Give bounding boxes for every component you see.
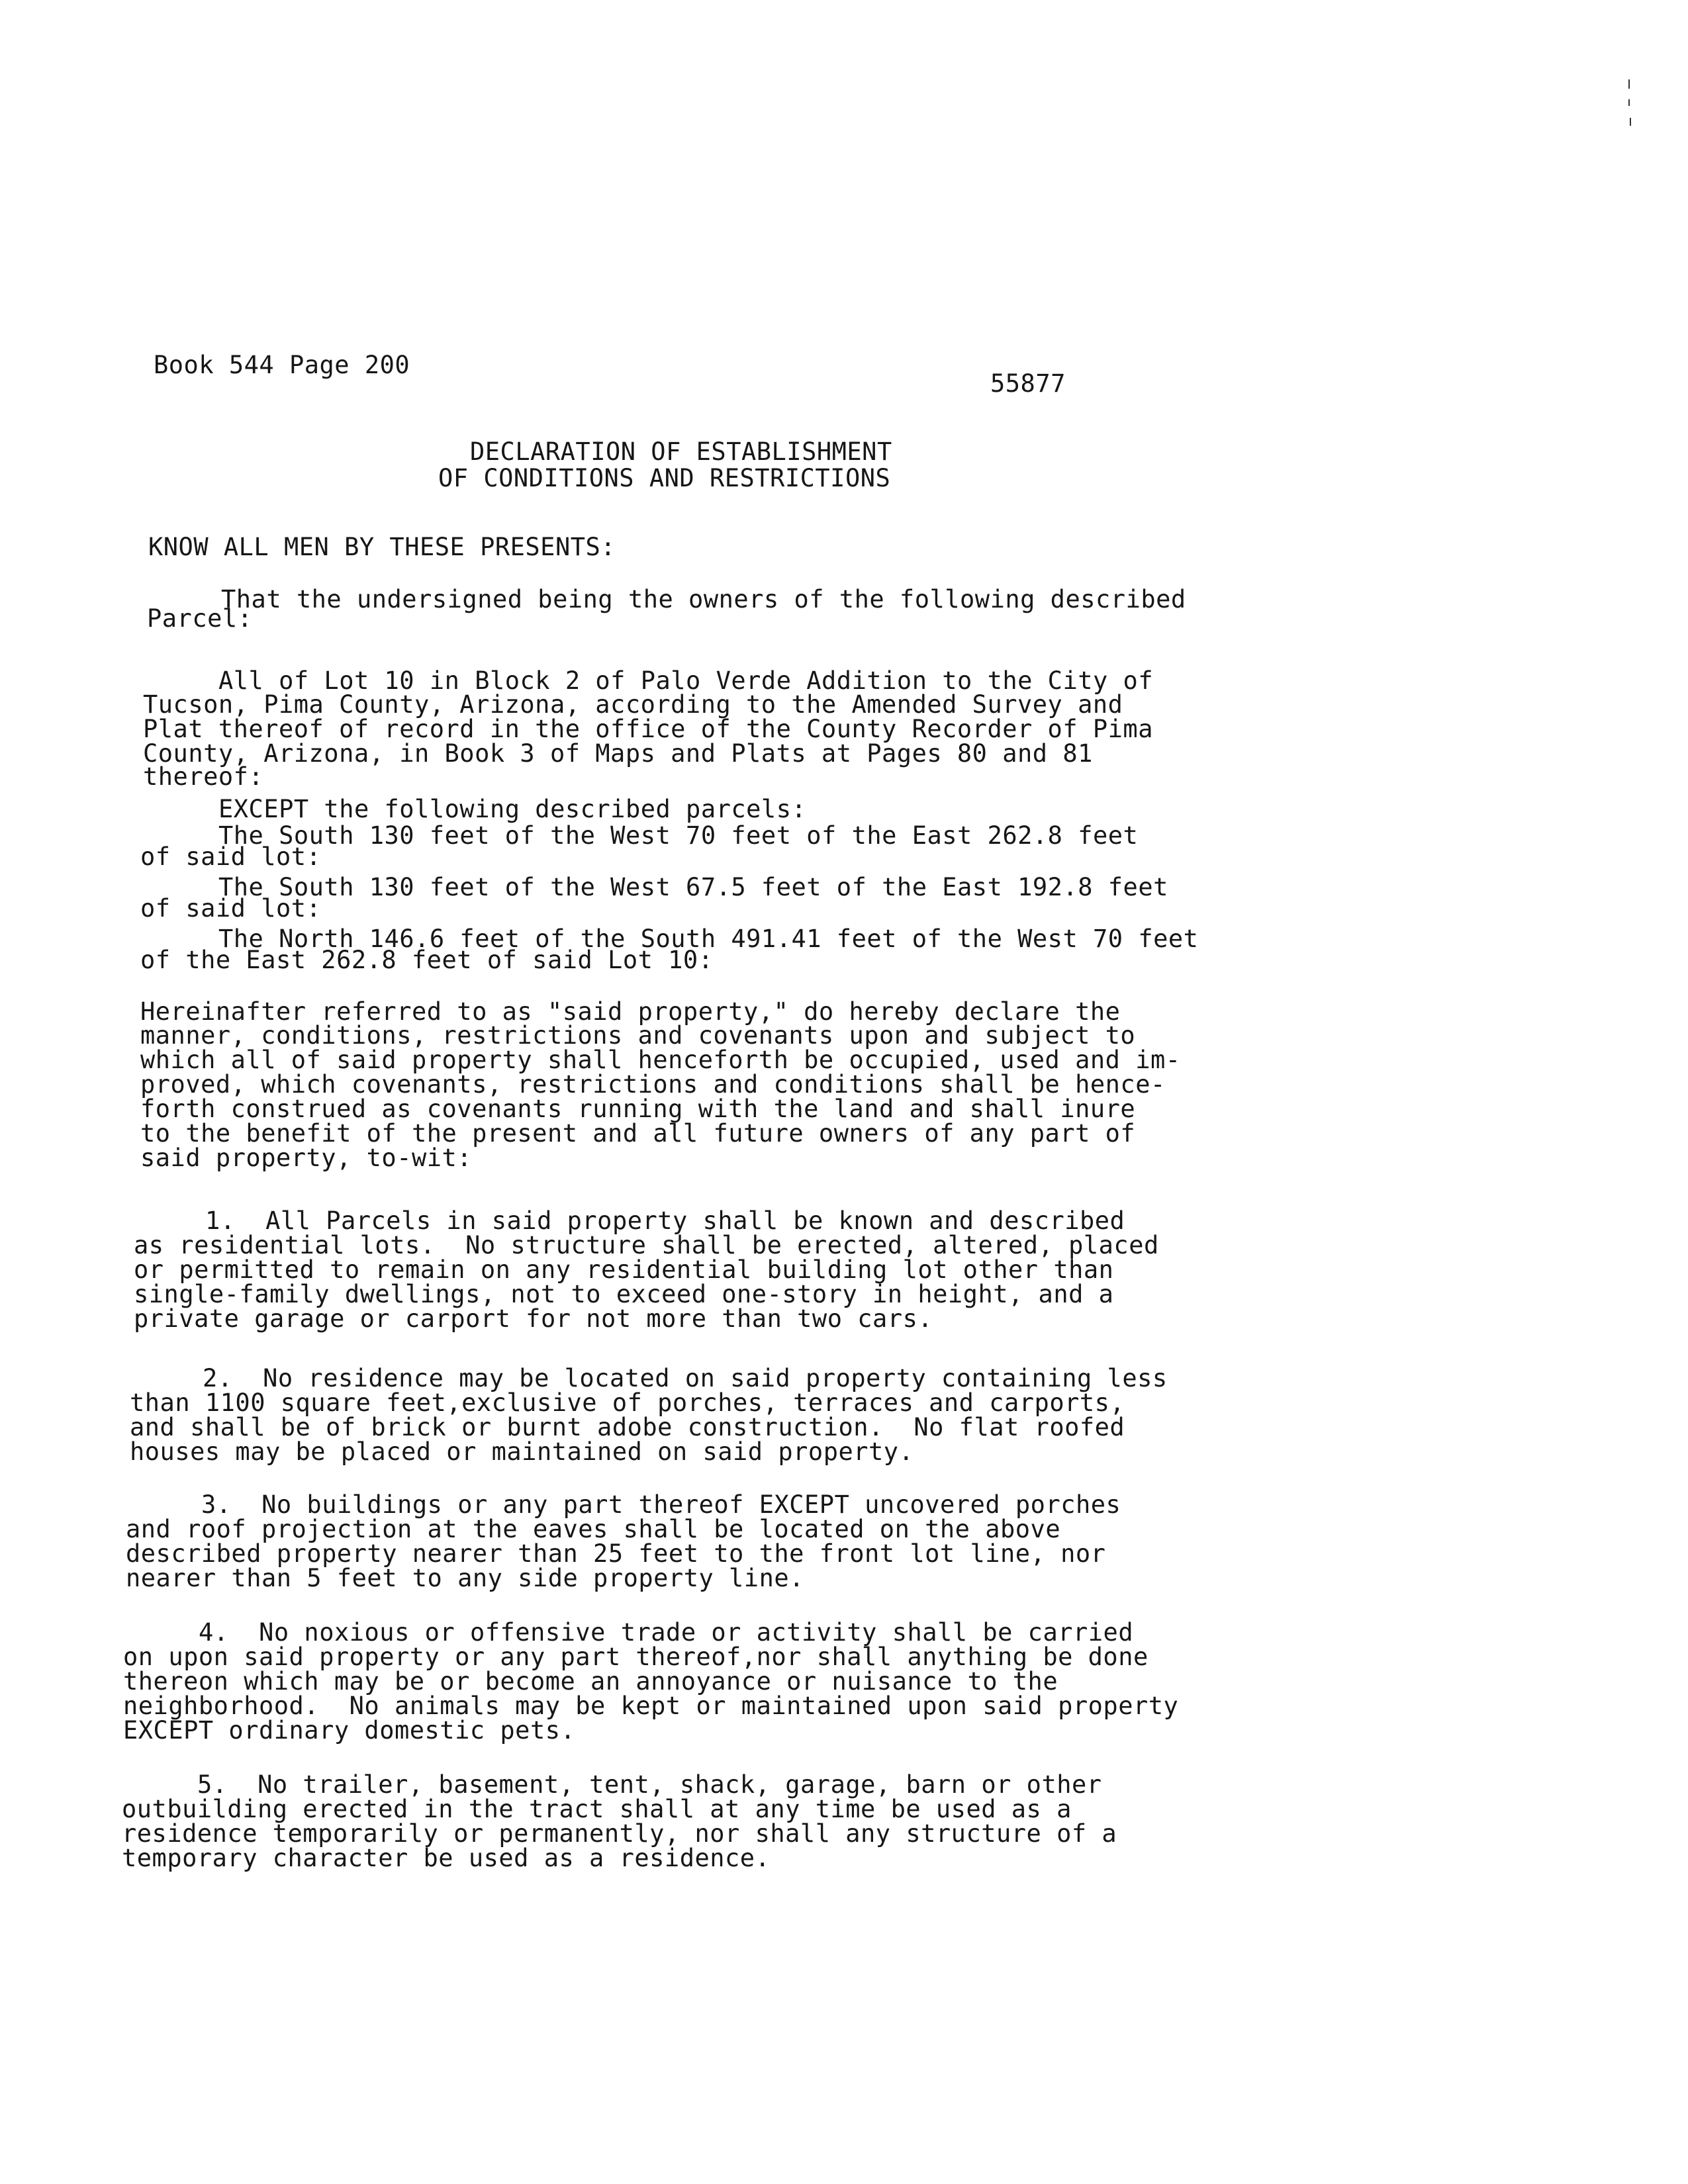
restriction-line: thereon which may be or become an annoyance or nuisance to the	[123, 1667, 1058, 1696]
restriction-line: single-family dwellings, not to exceed one-story in height, and a	[134, 1280, 1114, 1308]
document-number: 55877	[990, 369, 1066, 398]
declaration-line: which all of said property shall henceforth be occupied, used and im-	[140, 1046, 1181, 1074]
restriction-line: outbuilding erected in the tract shall at any time be used as a	[122, 1795, 1072, 1823]
declaration-line: said property, to-wit:	[140, 1144, 473, 1172]
legal-description-line: County, Arizona, in Book 3 of Maps and Plats at Pages 80 and 81	[143, 739, 1093, 768]
declaration-line: manner, conditions, restrictions and covenants upon and subject to	[140, 1021, 1136, 1050]
restriction-line: residence temporarily or permanently, nor shall any structure of a	[122, 1819, 1117, 1848]
restriction-line: private garage or carport for not more than two cars.	[134, 1304, 933, 1333]
restriction-line: temporary character be used as a residence.	[122, 1844, 771, 1872]
restriction-line: and shall be of brick or burnt adobe construction. No flat roofed	[130, 1413, 1125, 1441]
legal-description-line: EXCEPT the following described parcels:	[218, 795, 807, 823]
scan-mark	[1630, 118, 1631, 126]
restriction-line: nearer than 5 feet to any side property line.	[126, 1564, 804, 1592]
restriction-line: described property nearer than 25 feet to the front lot line, nor	[126, 1539, 1106, 1568]
legal-description-line: of said lot:	[140, 894, 322, 923]
restriction-line: 4. No noxious or offensive trade or activity shall be carried	[199, 1618, 1134, 1647]
restriction-line: 2. No residence may be located on said property containing less	[203, 1364, 1168, 1392]
restriction-line: 3. No buildings or any part thereof EXCEPT uncovered porches	[201, 1490, 1121, 1519]
restriction-line: on upon said property or any part thereof,nor shall anything be done	[123, 1643, 1149, 1671]
legal-description-line: The North 146.6 feet of the South 491.41 feet of the West 70 feet	[218, 925, 1199, 953]
legal-description-line: All of Lot 10 in Block 2 of Palo Verde Addition to the City of	[218, 666, 1154, 695]
declaration-line: Hereinafter referred to as "said property," do hereby declare the	[140, 997, 1121, 1026]
restriction-line: houses may be placed or maintained on said property.	[130, 1437, 914, 1466]
intro-line: Parcel:	[147, 604, 253, 633]
salutation: KNOW ALL MEN BY THESE PRESENTS:	[148, 533, 616, 561]
scan-mark	[1628, 79, 1630, 89]
legal-description-line: Plat thereof of record in the office of the County Recorder of Pima	[143, 715, 1153, 743]
restriction-line: neighborhood. No animals may be kept or maintained upon said property	[123, 1692, 1179, 1720]
declaration-line: forth construed as covenants running with the land and shall inure	[140, 1095, 1136, 1123]
restriction-line: and roof projection at the eaves shall be located on the above	[126, 1515, 1061, 1543]
restriction-line: as residential lots. No structure shall be erected, altered, placed	[134, 1231, 1159, 1259]
restriction-line: EXCEPT ordinary domestic pets.	[123, 1716, 576, 1745]
book-page-reference: Book 544 Page 200	[154, 351, 410, 379]
intro-line: That the undersigned being the owners of the following described	[221, 585, 1186, 614]
document-title-line-1: DECLARATION OF ESTABLISHMENT	[470, 437, 892, 466]
scan-mark	[1628, 99, 1630, 106]
document-title-line-2: OF CONDITIONS AND RESTRICTIONS	[438, 464, 891, 492]
declaration-line: proved, which covenants, restrictions and conditions shall be hence-	[140, 1070, 1166, 1099]
legal-description-line: Tucson, Pima County, Arizona, according to the Amended Survey and	[143, 690, 1123, 719]
legal-description-line: The South 130 feet of the West 70 feet of the East 262.8 feet	[218, 821, 1139, 850]
restriction-line: or permitted to remain on any residential building lot other than	[134, 1255, 1114, 1284]
restriction-line: than 1100 square feet,exclusive of porches, terraces and carports,	[130, 1388, 1125, 1417]
legal-description-line: of the East 262.8 feet of said Lot 10:	[140, 946, 714, 974]
legal-description-line: of said lot:	[140, 842, 322, 871]
restriction-line: 5. No trailer, basement, tent, shack, garage, barn or other	[197, 1770, 1102, 1799]
restriction-line: 1. All Parcels in said property shall be known and described	[205, 1206, 1125, 1235]
legal-description-line: thereof:	[143, 762, 264, 791]
declaration-line: to the benefit of the present and all future owners of any part of	[140, 1119, 1136, 1148]
legal-description-line: The South 130 feet of the West 67.5 feet of the East 192.8 feet	[218, 873, 1168, 901]
